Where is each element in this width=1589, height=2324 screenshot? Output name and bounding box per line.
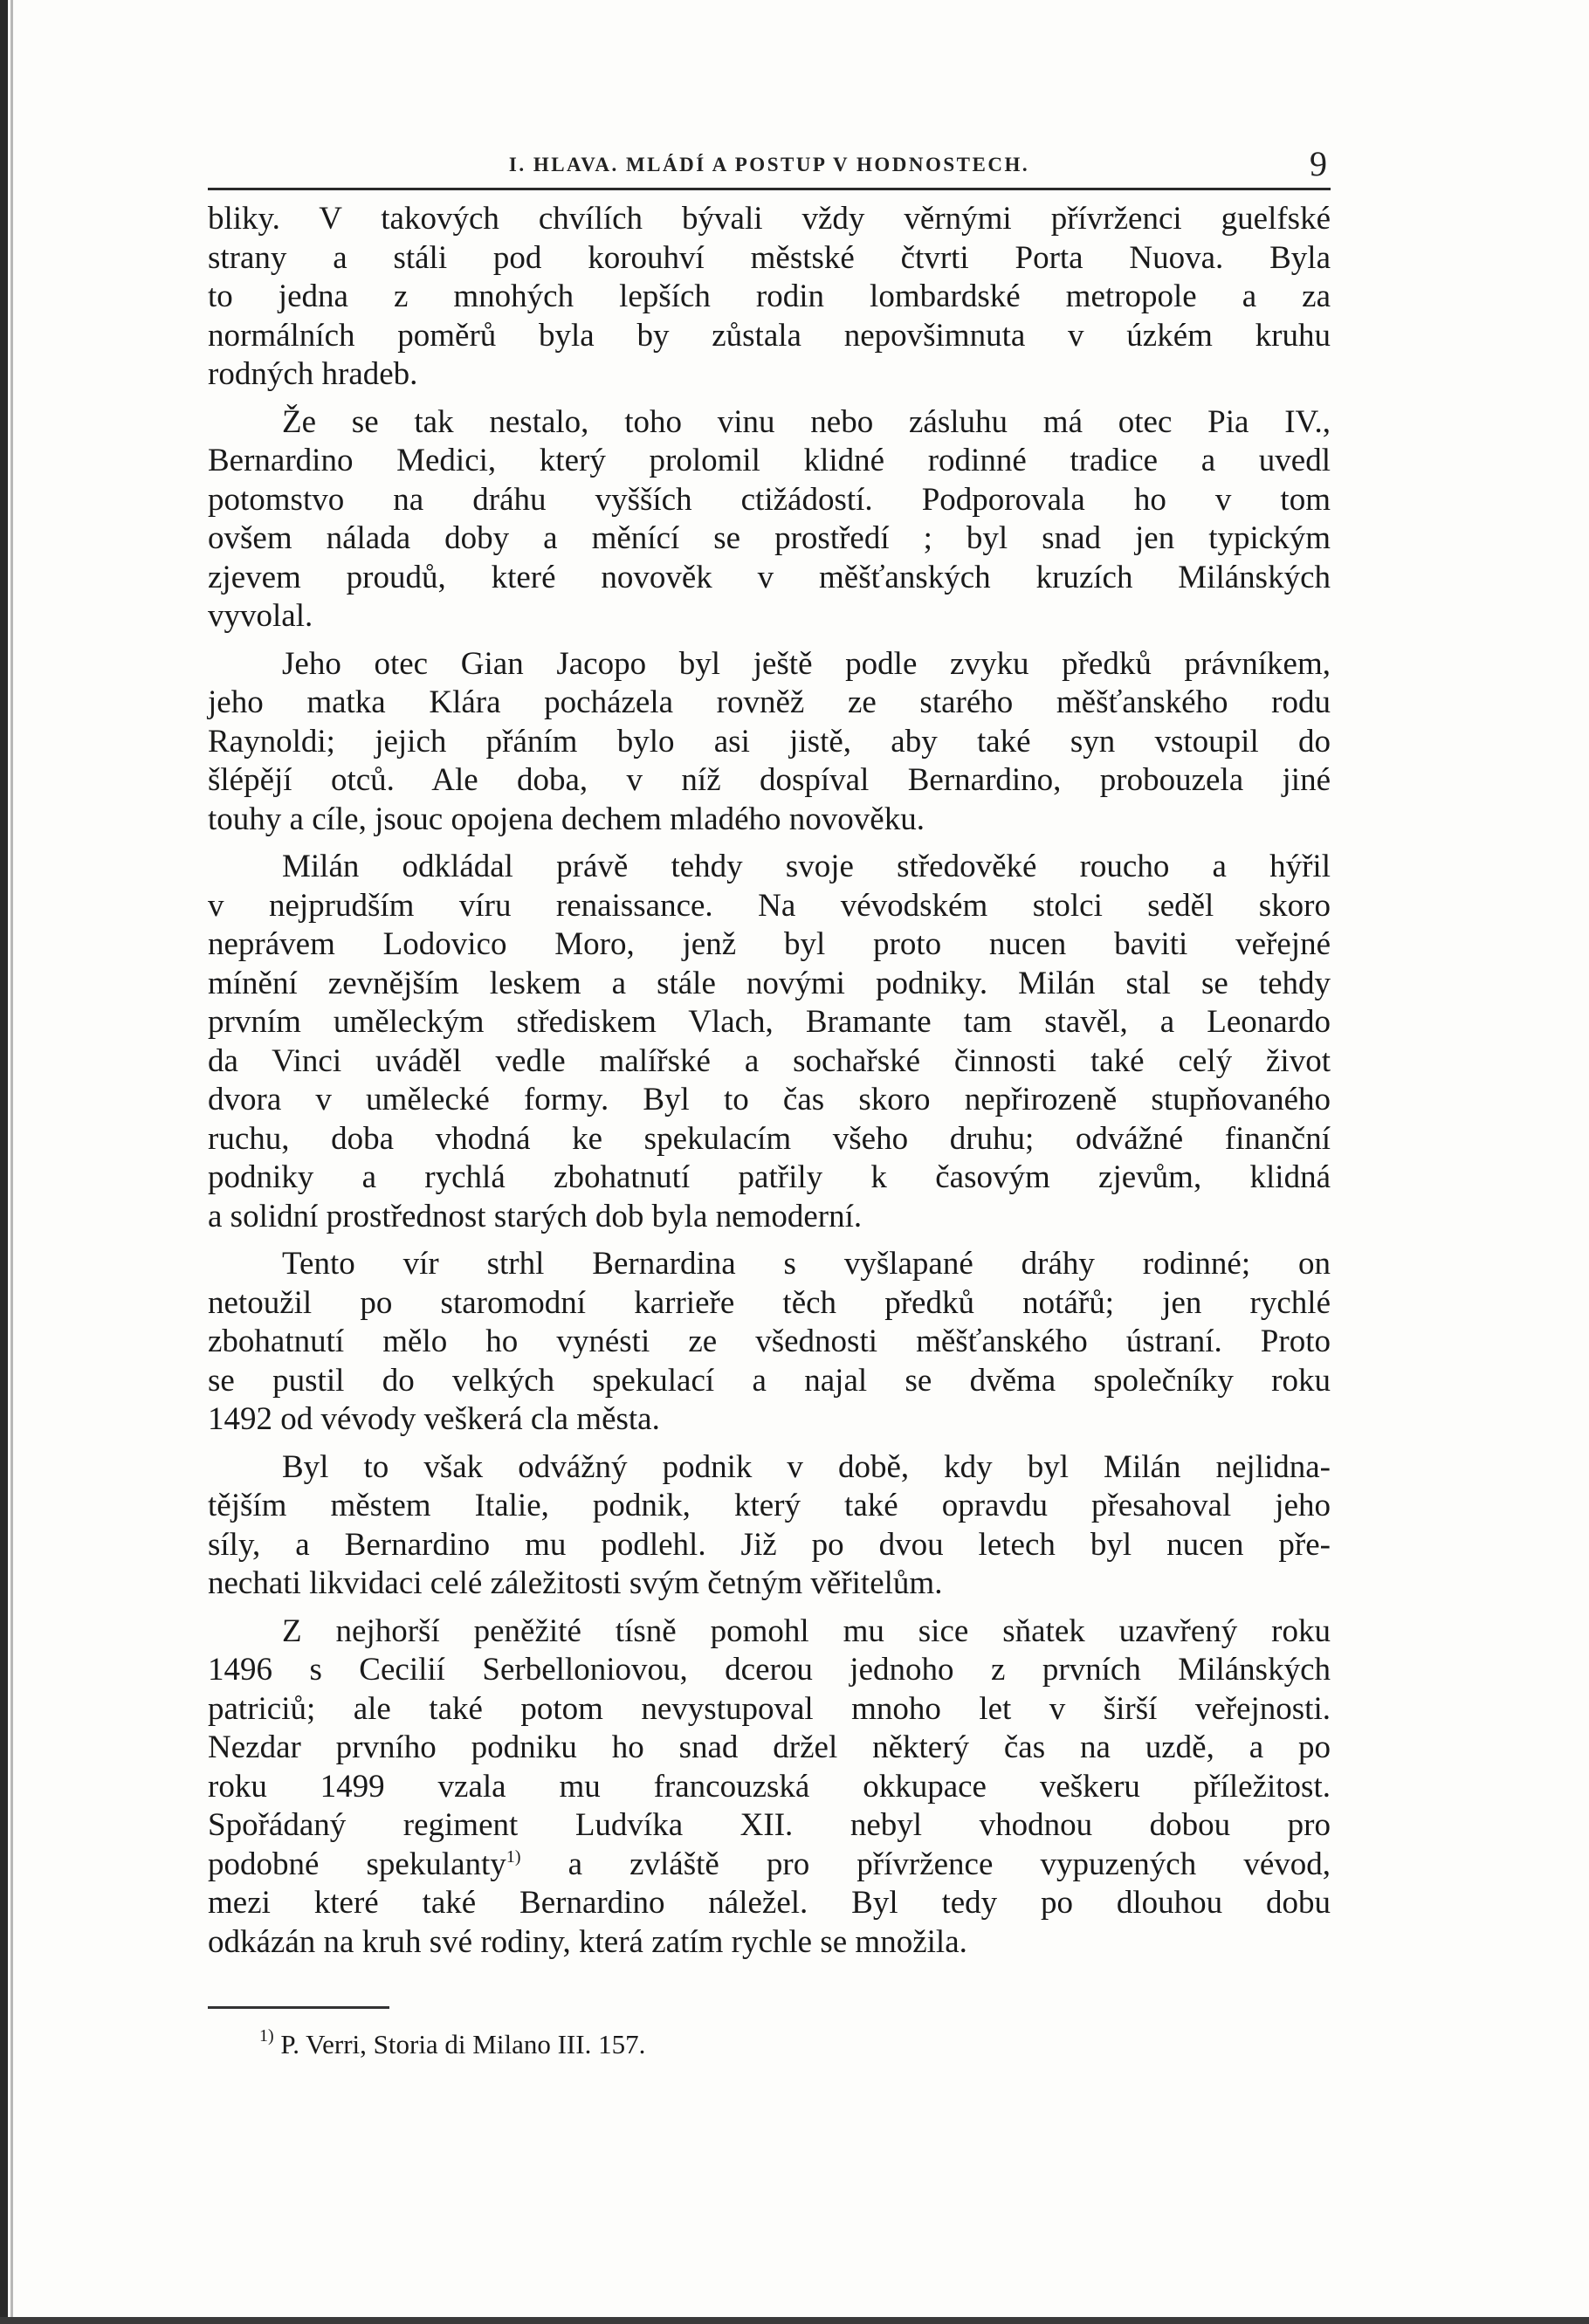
text-line: nechati likvidaci celé záležitosti svým četným věřitelům.: [208, 1565, 943, 1601]
text-line: rodných hradeb.: [208, 356, 418, 392]
scan-edge-shadow: [10, 0, 13, 2324]
text-line: touhy a cíle, jsouc opojena dechem mladého novověku.: [208, 801, 925, 837]
text-line: mezi které také Bernardino náležel. Byl tedy po dlouhou dobu: [208, 1885, 1331, 1921]
text-line: mínění zevnějším leskem a stále novými podniky. Milán stal se tehdy: [208, 965, 1331, 1001]
paragraph: [208, 1448, 1331, 1604]
paragraph: [208, 848, 1331, 1236]
text-line: jeho matka Klára pocházela rovněž ze starého měšťanského rodu: [208, 684, 1331, 720]
text-line: patriciů; ale také potom nevystupoval mnoho let v širší veřejnosti.: [208, 1690, 1331, 1727]
paragraph: [208, 1245, 1331, 1440]
scan-edge-bottom: [0, 2317, 1589, 2324]
text-line: Milán odkládal právě tehdy svoje středověké roucho a hýřil: [282, 849, 1331, 884]
text-line: potomstvo na dráhu vyšších ctižádostí. Podporovala ho v tom: [208, 481, 1331, 518]
footnote: [259, 2027, 645, 2062]
text-line: [208, 1846, 1331, 1885]
text-line: 1496 s Cecilií Serbelloniovou, dcerou jednoho z prvních Milánských: [208, 1652, 1331, 1688]
text-line: Z nejhorší peněžité tísně pomohl mu sice sňatek uzavřený roku: [282, 1612, 1331, 1649]
text-line: to jedna z mnohých lepších rodin lombardské metropole a za: [208, 278, 1331, 314]
text-line: zjevem proudů, které novověk v měšťanských kruzích Milánských: [208, 559, 1331, 595]
text-line: dvora v umělecké formy. Byl to čas skoro nepřirozeně stupňovaného: [208, 1082, 1331, 1117]
paragraph: [208, 645, 1331, 840]
text-line: a solidní prostřednost starých dob byla nemoderní.: [208, 1198, 863, 1234]
text-segment: a zvláště pro přívržence vypuzených vévod,: [520, 1846, 1331, 1882]
paragraph: [208, 1612, 1331, 1963]
text-line: ovšem nálada doby a měnící se prostředí ; byl snad jen typickým: [208, 520, 1331, 556]
running-title: I. HLAVA. MLÁDÍ A POSTUP V HODNOSTECH.: [508, 154, 1030, 175]
text-line: ruchu, doba vhodná ke spekulacím všeho druhu; odvážné finanční: [208, 1120, 1331, 1157]
paragraph: [208, 200, 1331, 395]
text-line: síly, a Bernardino mu podlehl. Již po dvou letech byl nucen pře-: [208, 1526, 1331, 1563]
text-line: Jeho otec Gian Jacopo byl ještě podle zvyku předků právníkem,: [282, 645, 1331, 682]
text-line: šlépějí otců. Ale doba, v níž dospíval Bernardino, probouzela jiné: [208, 762, 1331, 798]
text-line: odkázán na kruh své rodiny, která zatím rychle se množila.: [208, 1923, 967, 1960]
text-line: podniky a rychlá zbohatnutí patřily k časovým zjevům, klidná: [208, 1159, 1331, 1195]
footnote-rule: [208, 2006, 389, 2009]
text-line: bliky. V takových chvílích bývali vždy věrnými přívrženci guelfské: [208, 201, 1331, 237]
page-number: 9: [1310, 144, 1327, 183]
text-line: Že se tak nestalo, toho vinu nebo zásluhu má otec Pia IV.,: [282, 403, 1331, 440]
header-rule: [208, 188, 1331, 190]
text-line: strany a stáli pod korouhví městské čtvrti Porta Nuova. Byla: [208, 239, 1331, 276]
text-line: Bernardino Medici, který prolomil klidné rodinné tradice a uvedl: [208, 443, 1331, 478]
text-line: 1492 od vévody veškerá cla města.: [208, 1401, 660, 1437]
text-line: neprávem Lodovico Moro, jenž byl proto nucen baviti veřejné: [208, 926, 1331, 962]
text-line: Byl to však odvážný podnik v době, kdy byl Milán nejlidna-: [282, 1448, 1331, 1485]
text-line: Spořádaný regiment Ludvíka XII. nebyl vhodnou dobou pro: [208, 1807, 1331, 1843]
text-line: da Vinci uváděl vedle malířské a sochařské činnosti také celý život: [208, 1042, 1331, 1079]
text-line: Tento vír strhl Bernardina s vyšlapané dráhy rodinné; on: [282, 1246, 1331, 1282]
text-line: tějším městem Italie, podnik, který také opravdu přesahoval jeho: [208, 1488, 1331, 1523]
text-line: netoužil po staromodní karrieře těch předků notářů; jen rychlé: [208, 1284, 1331, 1321]
footnote-text: P. Verri, Storia di Milano III. 157.: [273, 2029, 646, 2059]
text-line: v nejprudším víru renaissance. Na vévodském stolci seděl skoro: [208, 887, 1331, 924]
text-segment: podobné spekulanty: [208, 1846, 506, 1882]
text-line: vyvolal.: [208, 598, 313, 634]
text-line: zbohatnutí mělo ho vynésti ze všednosti měšťanského ústraní. Proto: [208, 1324, 1331, 1359]
page-header: [208, 140, 1331, 183]
body-text: [208, 200, 1331, 1970]
text-line: Nezdar prvního podniku ho snad držel některý čas na uzdě, a po: [208, 1729, 1331, 1765]
footnote-marker: 1): [259, 2026, 274, 2046]
text-line: prvním uměleckým střediskem Vlach, Bramante tam stavěl, a Leonardo: [208, 1004, 1331, 1040]
footnote-reference[interactable]: 1): [506, 1846, 521, 1867]
text-line: normálních poměrů byla by zůstala nepovšimnuta v úzkém kruhu: [208, 317, 1331, 354]
scan-edge-left: [0, 0, 8, 2324]
text-line: se pustil do velkých spekulací a najal se dvěma společníky roku: [208, 1362, 1331, 1399]
text-line: roku 1499 vzala mu francouzská okkupace veškeru příležitost.: [208, 1768, 1331, 1805]
text-line: Raynoldi; jejich přáním bylo asi jistě, aby také syn vstoupil do: [208, 723, 1331, 760]
paragraph: [208, 403, 1331, 636]
